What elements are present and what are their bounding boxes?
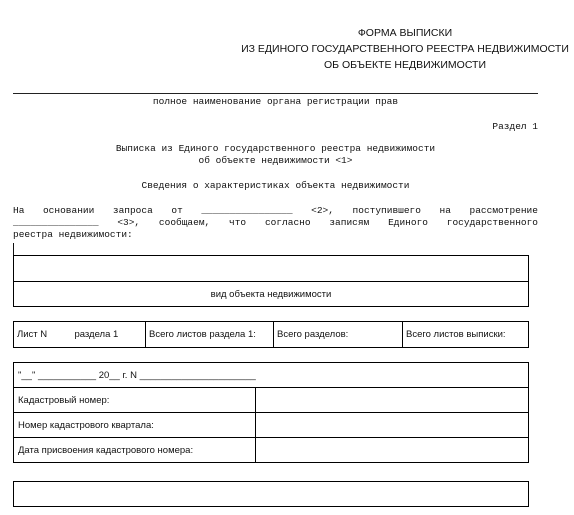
assignment-date-value[interactable] xyxy=(256,438,529,463)
cadastral-number-label: Кадастровый номер: xyxy=(14,388,256,413)
bottom-blank-table xyxy=(13,481,529,507)
extract-heading xyxy=(13,143,538,167)
total-extract-sheets-cell[interactable]: Всего листов выписки: xyxy=(403,322,529,348)
basis-line-2 xyxy=(13,217,538,229)
form-title-line-3: ОБ ОБЪЕКТЕ НЕДВИЖИМОСТИ xyxy=(323,59,487,71)
object-kind-table xyxy=(13,255,529,307)
basis-word: <2>, xyxy=(311,205,334,216)
basis-word: на xyxy=(439,205,451,216)
basis-word: согласно xyxy=(264,217,311,228)
basis-word: запроса xyxy=(112,205,153,216)
sheet-section-label: раздела 1 xyxy=(74,329,119,340)
basis-word: государственного xyxy=(446,217,538,228)
basis-line-3 xyxy=(13,229,538,241)
sheet-number-label: Лист N xyxy=(17,329,48,340)
cadastral-quarter-label: Номер кадастрового квартала: xyxy=(14,413,256,438)
sheet-number-cell[interactable] xyxy=(14,322,146,348)
authority-caption: полное наименование органа регистрации прав xyxy=(152,96,399,107)
basis-word: что xyxy=(229,217,247,228)
total-sections-cell[interactable]: Всего разделов: xyxy=(274,322,403,348)
basis-word: рассмотрение xyxy=(469,205,538,216)
basis-word: основании xyxy=(42,205,95,216)
total-section-sheets-cell[interactable]: Всего листов раздела 1: xyxy=(146,322,274,348)
authority-underline xyxy=(13,93,538,94)
form-title-line-2: ИЗ ЕДИНОГО ГОСУДАРСТВЕННОГО РЕЕСТРА НЕДВИЖИМОСТИ xyxy=(241,43,569,55)
extract-subheading: Сведения о характеристиках объекта недвижимости xyxy=(141,180,410,191)
form-title xyxy=(236,25,574,73)
cadastral-quarter-value[interactable] xyxy=(256,413,529,438)
basis-paragraph xyxy=(13,205,538,241)
basis-word: реестра недвижимости: xyxy=(13,229,133,240)
request-date-blank[interactable]: ________________ xyxy=(201,205,293,216)
cadastral-table xyxy=(13,362,529,463)
object-kind-caption: вид объекта недвижимости xyxy=(14,282,529,307)
object-kind-input[interactable] xyxy=(14,256,529,282)
bottom-blank-field[interactable] xyxy=(14,482,529,507)
assignment-date-label: Дата присвоения кадастрового номера: xyxy=(14,438,256,463)
basis-word: Единого xyxy=(388,217,428,228)
basis-word: На xyxy=(13,205,25,216)
cadastral-number-value[interactable] xyxy=(256,388,529,413)
basis-word: <3>, xyxy=(117,217,141,228)
basis-word: записям xyxy=(329,217,370,228)
basis-word: сообщаем, xyxy=(158,217,211,228)
text-cursor xyxy=(13,243,14,255)
extract-heading-line-1: Выписка из Единого государственного реестра недвижимости xyxy=(115,143,436,154)
form-title-line-1: ФОРМА ВЫПИСКИ xyxy=(357,27,453,39)
basis-line-1 xyxy=(13,205,538,217)
sheet-info-table xyxy=(13,321,529,348)
date-number-line[interactable]: "__" ___________ 20__ г. N ______________________ xyxy=(14,363,529,388)
receipt-date-blank[interactable]: _______________ xyxy=(13,217,99,228)
section-label: Раздел 1 xyxy=(492,121,538,132)
extract-heading-line-2: об объекте недвижимости <1> xyxy=(198,155,353,166)
basis-word: от xyxy=(171,205,183,216)
basis-word: поступившего xyxy=(352,205,421,216)
